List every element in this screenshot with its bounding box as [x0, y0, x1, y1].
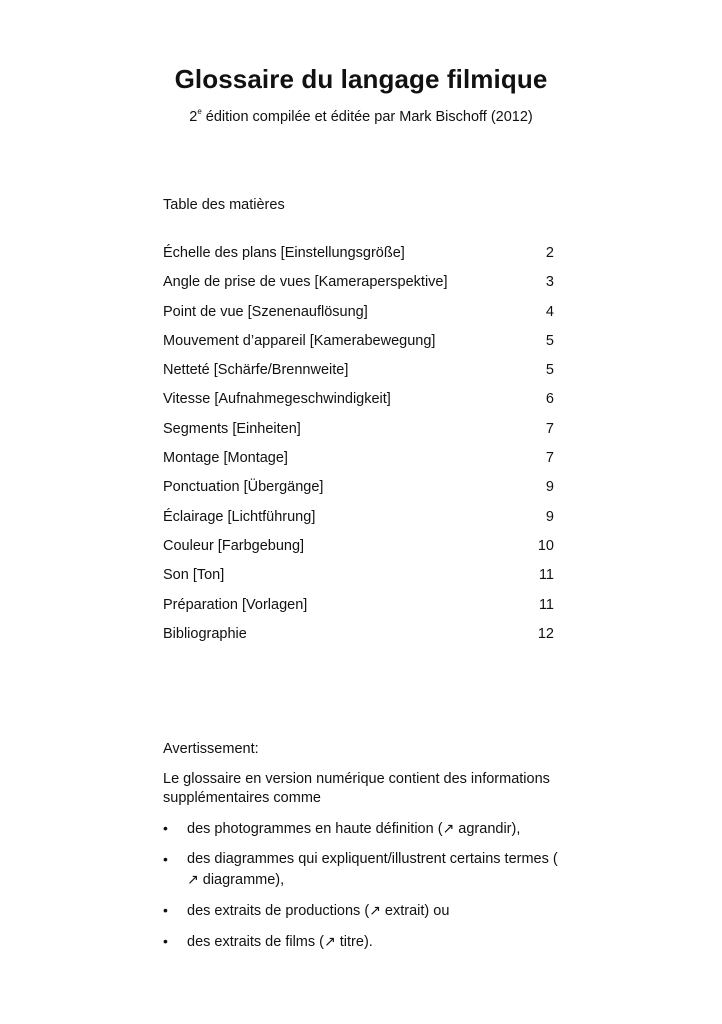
toc-entry-page: 3: [545, 274, 554, 291]
bullet-text: des extraits de films (: [187, 933, 324, 950]
toc-entry-label: Éclairage [Lichtführung]: [163, 508, 316, 525]
bullet-text-end: ) ou: [424, 902, 450, 919]
bullet-icon: •: [163, 820, 168, 836]
bullet-text-end: ),: [275, 871, 285, 888]
toc-entry-page: 4: [545, 303, 554, 320]
external-link-arrow-icon: ↗: [442, 820, 455, 836]
toc-entry[interactable]: [163, 509, 554, 538]
toc-entry-label: Ponctuation [Übergänge]: [163, 479, 324, 496]
edition-superscript: e: [197, 107, 202, 116]
table-of-contents: [163, 245, 554, 655]
toc-entry-label: Préparation [Vorlagen]: [163, 596, 308, 613]
toc-entry-page: 9: [545, 479, 554, 496]
toc-entry[interactable]: [163, 333, 554, 362]
toc-entry-label: Angle de prise de vues [Kameraperspektive]: [163, 274, 448, 291]
list-item: [163, 850, 563, 890]
toc-entry-page: 5: [545, 332, 554, 349]
toc-entry-label: Netteté [Schärfe/Brennweite]: [163, 362, 349, 379]
toc-entry[interactable]: [163, 391, 554, 420]
toc-entry-page: 9: [545, 508, 554, 525]
list-item: [163, 932, 563, 953]
bullet-icon: •: [163, 901, 168, 918]
toc-entry-page: 11: [538, 567, 554, 584]
toc-entry[interactable]: [163, 274, 554, 303]
toc-entry[interactable]: [163, 567, 554, 596]
external-link-arrow-icon: ↗: [369, 901, 381, 918]
toc-entry[interactable]: [163, 362, 554, 391]
toc-entry-label: Point de vue [Szenenauflösung]: [163, 303, 368, 320]
toc-entry-label: Son [Ton]: [163, 567, 225, 584]
list-item: [163, 819, 563, 840]
toc-entry-page: 7: [545, 450, 554, 467]
toc-entry[interactable]: [163, 538, 554, 567]
toc-entry-page: 10: [537, 537, 554, 554]
notice-heading: Avertissement:: [163, 741, 259, 757]
toc-entry-label: Segments [Einheiten]: [163, 420, 301, 437]
bullet-icon: •: [163, 851, 168, 867]
toc-entry-page: 5: [545, 362, 554, 379]
toc-entry[interactable]: [163, 479, 554, 508]
external-link-arrow-icon: ↗: [187, 870, 199, 887]
toc-entry[interactable]: [163, 421, 554, 450]
toc-entry-label: Couleur [Farbgebung]: [163, 537, 305, 554]
toc-entry-page: 12: [537, 625, 554, 642]
notice-intro: Le glossaire en version numérique contient des informations supplémentaires comme: [163, 771, 550, 806]
toc-entry-page: 7: [545, 420, 554, 437]
toc-entry-label: Échelle des plans [Einstellungsgröße]: [163, 245, 405, 261]
toc-entry-label: Montage [Montage]: [163, 450, 288, 467]
toc-entry-label: Vitesse [Aufnahmegeschwindigkeit]: [163, 391, 391, 408]
bullet-icon: •: [163, 932, 168, 949]
bullet-link-text: diagramme: [198, 871, 276, 888]
bullet-text-end: ).: [363, 933, 373, 950]
toc-entry[interactable]: [163, 626, 554, 655]
bullet-text: des extraits de productions (: [187, 902, 370, 919]
edition-subtitle: [0, 109, 722, 125]
toc-entry-label: Bibliographie: [163, 625, 247, 642]
bullet-text: des photogrammes en haute définition (: [187, 821, 443, 837]
toc-heading: Table des matières: [163, 197, 285, 213]
edition-number: 2: [189, 109, 198, 125]
toc-entry-page: 6: [545, 391, 554, 408]
bullet-link-text: titre: [335, 933, 364, 950]
bullet-link-text: extrait: [380, 902, 425, 919]
toc-entry[interactable]: [163, 245, 554, 274]
toc-entry[interactable]: [163, 597, 554, 626]
bullet-link-text: agrandir: [454, 821, 512, 837]
external-link-arrow-icon: ↗: [324, 932, 336, 949]
notice-bullet-list: [163, 819, 563, 963]
list-item: [163, 901, 563, 922]
bullet-text: des diagrammes qui expliquent/illustrent certains termes (: [187, 851, 558, 867]
toc-entry-page: 2: [545, 245, 554, 261]
bullet-text-end: ),: [511, 821, 521, 837]
document-title: Glossaire du langage filmique: [174, 64, 548, 94]
edition-text: édition compilée et éditée par Mark Bischoff (2012): [201, 109, 533, 125]
toc-entry-label: Mouvement d’appareil [Kamerabewegung]: [163, 332, 436, 349]
toc-entry[interactable]: [163, 450, 554, 479]
toc-entry-page: 11: [538, 596, 554, 613]
toc-entry[interactable]: [163, 304, 554, 333]
